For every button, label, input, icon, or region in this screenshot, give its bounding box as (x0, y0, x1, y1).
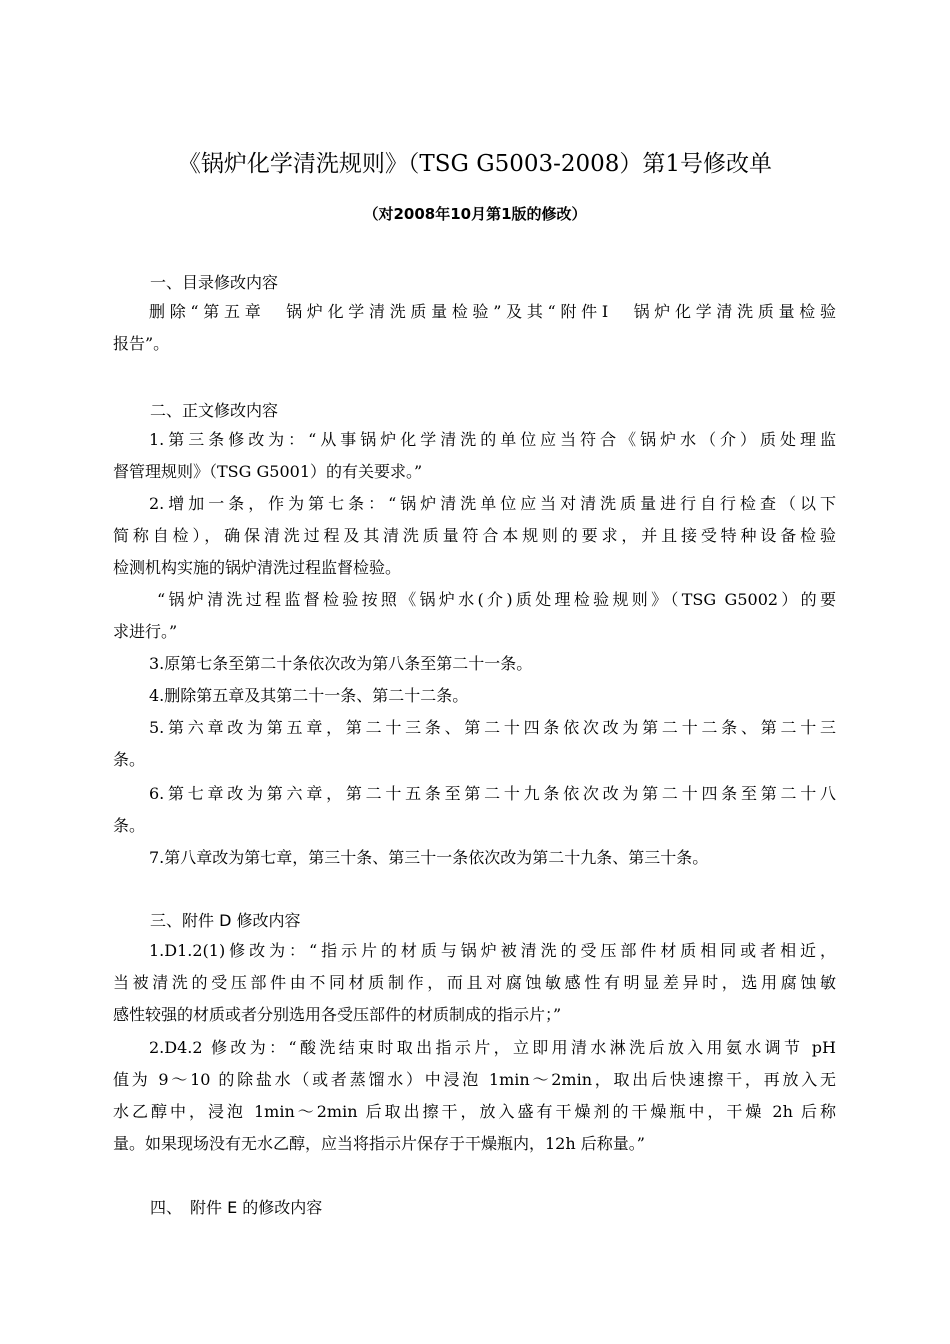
section-1-paragraph-1 (113, 296, 836, 360)
section-2-paragraph-1 (113, 424, 836, 488)
section-2-paragraph-4 (113, 648, 836, 680)
document-title: 《锅炉化学清洗规则》（TSG G5003-2008）第1号修改单 (177, 151, 773, 177)
section-2-paragraph-6 (113, 712, 836, 776)
text-line: 1.第三条修改为：“从事锅炉化学清洗的单位应当符合《锅炉水（介）质处理监 (149, 430, 836, 449)
section-2-paragraph-2 (113, 488, 836, 584)
text-line: 量。如果现场没有无水乙醇，应当将指示片保存于干燥瓶内，12h 后称量。” (113, 1134, 645, 1153)
section-3-paragraph-2 (113, 1032, 836, 1160)
text-line: 检测机构实施的锅炉清洗过程监督检验。 (113, 558, 402, 577)
section-heading-4: 四、 附件 E 的修改内容 (150, 1198, 323, 1217)
section-2-paragraph-3 (113, 584, 836, 648)
section-heading-3: 三、附件 D 修改内容 (150, 911, 301, 930)
text-line: 5.第六章改为第五章，第二十三条、第二十四条依次改为第二十二条、第二十三 (149, 718, 836, 737)
text-line: 水乙醇中，浸泡 1min～2min 后取出擦干，放入盛有干燥剂的干燥瓶中，干燥 2h 后称 (113, 1102, 836, 1121)
section-2-paragraph-5 (113, 680, 836, 712)
text-line: 删除“第五章 锅炉化学清洗质量检验”及其“附件I 锅炉化学清洗质量检验 (149, 302, 836, 321)
section-2-paragraph-8 (113, 842, 836, 874)
text-line: 2.增加一条，作为第七条：“锅炉清洗单位应当对清洗质量进行自行检查（以下 (149, 494, 836, 513)
text-line: 1.D1.2(1)修改为：“指示片的材质与锅炉被清洗的受压部件材质相同或者相近， (149, 941, 836, 960)
section-3-paragraph-1 (113, 935, 836, 1031)
text-line: 报告”。 (113, 334, 170, 353)
text-line: 2.D4.2 修改为：“酸洗结束时取出指示片，立即用清水淋洗后放入用氨水调节 pH (149, 1038, 836, 1057)
text-line: 简称自检），确保清洗过程及其清洗质量符合本规则的要求，并且接受特种设备检验 (113, 526, 836, 545)
document-subtitle: （对2008年10月第1版的修改） (363, 205, 587, 223)
text-line: 条。 (113, 816, 146, 835)
text-line: 求进行。” (113, 622, 178, 641)
text-line: 7.第八章改为第七章，第三十条、第三十一条依次改为第二十九条、第三十条。 (149, 848, 709, 867)
text-line: 当被清洗的受压部件由不同材质制作，而且对腐蚀敏感性有明显差异时，选用腐蚀敏 (113, 973, 836, 992)
text-line: 条。 (113, 750, 146, 769)
text-line: 督管理规则》（TSG G5001）的有关要求。” (113, 462, 423, 481)
text-line: “锅炉清洗过程监督检验按照《锅炉水(介)质处理检验规则》（TSG G5002）的要 (157, 590, 836, 609)
section-heading-1: 一、目录修改内容 (150, 273, 279, 292)
text-line: 感性较强的材质或者分别选用各受压部件的材质制成的指示片；” (113, 1005, 562, 1024)
text-line: 6.第七章改为第六章，第二十五条至第二十九条依次改为第二十四条至第二十八 (149, 784, 836, 803)
section-heading-2: 二、正文修改内容 (150, 401, 279, 420)
text-line: 值为 9～10 的除盐水（或者蒸馏水）中浸泡 1min～2min，取出后快速擦干，再放入无 (113, 1070, 836, 1089)
text-line: 4.删除第五章及其第二十一条、第二十二条。 (149, 686, 469, 705)
section-2-paragraph-7 (113, 778, 836, 842)
text-line: 3.原第七条至第二十条依次改为第八条至第二十一条。 (149, 654, 533, 673)
